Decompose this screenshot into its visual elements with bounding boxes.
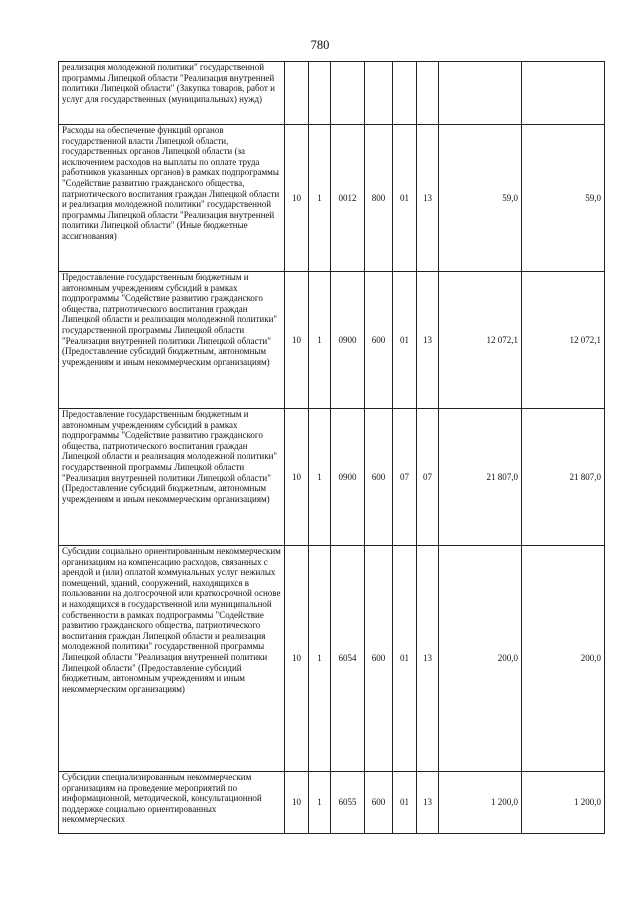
code-expense-type: 600 [365,546,393,772]
code-section: 01 [393,272,417,409]
row-description: Субсидии социально ориентированным некоммерческим организациям на компенсацию расходов, связанных с арендой и (или) оплатой коммунальных услуг нежилых помещений, зданий, сооружений, находящихся в пользовании на долгосрочной или краткосрочной основе и находящихся в государственной или муниципальной собственности в рамках подпрограммы "Содействие развитию гражданского общества, патриотического воспитания граждан Липецкой области и реализация молодежной политики" государственной программы Липецкой области "Реализация внутренней политики Липецкой области" (Предоставление субсидий бюджетным, автономным учреждениям и иным некоммерческим организациям) [59,546,285,772]
code-subprogram [309,62,331,125]
row-description: Предоставление государственным бюджетным и автономным учреждениям субсидий в рамках подпрограммы "Содействие развитию гражданского общества, патриотического воспитания граждан Липецкой области и реализация молодежной политики" государственной программы Липецкой области "Реализация внутренней политики Липецкой области" (Предоставление субсидий бюджетным, автономным учреждениям и иным некоммерческим организациям) [59,272,285,409]
code-expense-type: 600 [365,409,393,546]
code-section [393,62,417,125]
code-direction [331,62,365,125]
code-section: 07 [393,409,417,546]
amount-1: 21 807,0 [439,409,522,546]
table-row [59,546,605,772]
amount-2: 12 072,1 [522,272,605,409]
table-row [59,272,605,409]
amount-2: 200,0 [522,546,605,772]
page-number: 780 [310,38,330,52]
code-expense-type: 600 [365,272,393,409]
code-program: 10 [285,546,309,772]
amount-1 [439,62,522,125]
code-program: 10 [285,409,309,546]
code-subsection [417,62,439,125]
row-description: Предоставление государственным бюджетным и автономным учреждениям субсидий в рамках подпрограммы "Содействие развитию гражданского общества, патриотического воспитания граждан Липецкой области и реализация молодежной политики" государственной программы Липецкой области "Реализация внутренней политики Липецкой области" (Предоставление субсидий бюджетным, автономным учреждениям и иным некоммерческим организациям) [59,409,285,546]
code-direction: 0900 [331,272,365,409]
amount-2: 1 200,0 [522,772,605,834]
code-program: 10 [285,125,309,272]
budget-table [58,61,605,834]
amount-1: 200,0 [439,546,522,772]
code-direction: 0900 [331,409,365,546]
code-expense-type: 800 [365,125,393,272]
row-description: Субсидии специализированным некоммерческим организациям на проведение мероприятий по информационной, методической, консультационной поддержке социально ориентированных некоммерческих [59,772,285,834]
code-subprogram: 1 [309,125,331,272]
code-program [285,62,309,125]
code-subsection: 13 [417,772,439,834]
code-expense-type [365,62,393,125]
code-expense-type: 600 [365,772,393,834]
code-subsection: 13 [417,125,439,272]
row-description: Расходы на обеспечение функций органов государственной власти Липецкой области, государственных органов Липецкой области (за исключением расходов на выплаты по оплате труда работников указанных органов) в рамках подпрограммы "Содействие развитию гражданского общества, патриотического воспитания граждан Липецкой области и реализация молодежной политики" государственной программы Липецкой области "Реализация внутренней политики Липецкой области" (Иные бюджетные ассигнования) [59,125,285,272]
code-direction: 0012 [331,125,365,272]
code-direction: 6055 [331,772,365,834]
code-subprogram: 1 [309,272,331,409]
amount-1: 59,0 [439,125,522,272]
code-subsection: 13 [417,272,439,409]
code-program: 10 [285,772,309,834]
table-row [59,409,605,546]
amount-1: 12 072,1 [439,272,522,409]
code-subprogram: 1 [309,409,331,546]
code-section: 01 [393,546,417,772]
row-description: реализация молодежной политики" государственной программы Липецкой области "Реализация внутренней политики Липецкой области" (Закупка товаров, работ и услуг для государственных (муниципальных) нужд) [59,62,285,125]
amount-2 [522,62,605,125]
table-row [59,125,605,272]
code-section: 01 [393,125,417,272]
code-subprogram: 1 [309,546,331,772]
code-subsection: 07 [417,409,439,546]
code-subsection: 13 [417,546,439,772]
amount-1: 1 200,0 [439,772,522,834]
code-section: 01 [393,772,417,834]
code-direction: 6054 [331,546,365,772]
table-row [59,772,605,834]
table-row [59,62,605,125]
amount-2: 59,0 [522,125,605,272]
code-program: 10 [285,272,309,409]
amount-2: 21 807,0 [522,409,605,546]
code-subprogram: 1 [309,772,331,834]
